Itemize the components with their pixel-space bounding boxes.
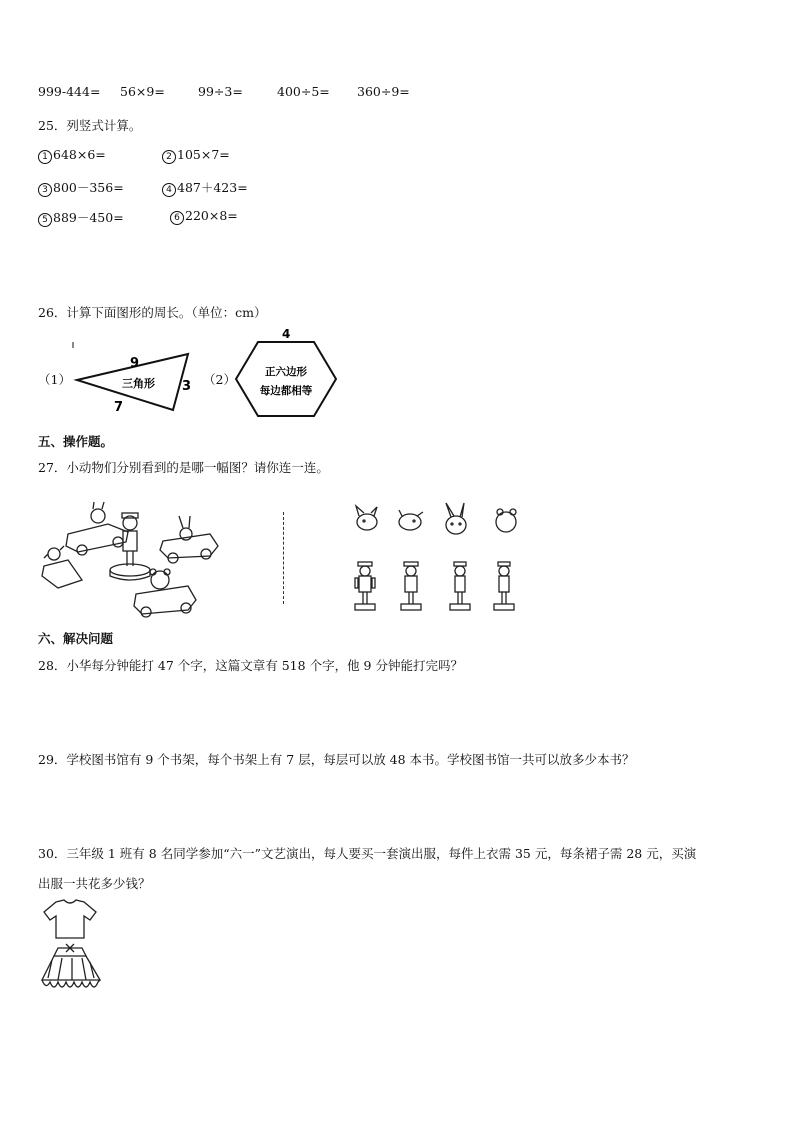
hexagon-figure bbox=[230, 326, 342, 418]
calc-item-1: 999-444= bbox=[38, 84, 101, 99]
triangle-side-9: 9 bbox=[130, 356, 140, 371]
circled-number: 1 bbox=[38, 150, 52, 164]
triangle-name: 三角形 bbox=[122, 377, 155, 390]
hexagon-line-1: 正六边形 bbox=[265, 366, 307, 378]
figure-front-view-icon bbox=[355, 562, 375, 610]
hexagon-top-label: 4 bbox=[282, 327, 291, 341]
question-30-line-2: 出服一共花多少钱？ bbox=[38, 876, 151, 891]
hexagon-line-2: 每边都相等 bbox=[259, 385, 313, 397]
circled-number: 2 bbox=[162, 150, 176, 164]
circled-number: 3 bbox=[38, 183, 52, 197]
q25-expression: 648×6= bbox=[53, 147, 106, 162]
q25-item-2 bbox=[162, 147, 230, 164]
calc-item-5: 360÷9= bbox=[357, 84, 410, 99]
q25-expression: 105×7= bbox=[177, 147, 230, 162]
q25-item-1 bbox=[38, 147, 106, 164]
question-26-title: 26．计算下面图形的周长。（单位：cm） bbox=[38, 305, 267, 320]
figure-back-view-icon bbox=[401, 562, 421, 610]
q25-expression: 889－450= bbox=[53, 210, 124, 225]
q25-expression: 800－356= bbox=[53, 180, 124, 195]
question-29: 29．学校图书馆有 9 个书架，每个书架上有 7 层，每层可以放 48 本书。学校图书馆一共可以放多少本书？ bbox=[38, 752, 635, 767]
calc-item-3: 99÷3= bbox=[198, 84, 243, 99]
figure-views-row bbox=[350, 560, 530, 616]
rabbit-head-icon bbox=[446, 503, 466, 534]
puppy-head-icon bbox=[399, 510, 423, 530]
section-5-heading: 五、操作题。 bbox=[38, 434, 114, 449]
shirt-icon bbox=[44, 900, 96, 938]
circled-number: 5 bbox=[38, 213, 52, 227]
question-28: 28．小华每分钟能打 47 个字，这篇文章有 518 个字，他 9 分钟能打完吗？ bbox=[38, 658, 463, 673]
q25-item-4 bbox=[162, 178, 248, 197]
calc-item-2: 56×9= bbox=[120, 84, 165, 99]
animals-around-figure-illustration bbox=[38, 496, 228, 618]
bear-head-icon bbox=[496, 509, 516, 532]
dog-head-icon bbox=[356, 506, 377, 530]
q25-item-6 bbox=[170, 208, 238, 225]
divider-dashed-line bbox=[283, 512, 284, 604]
triangle-side-3: 3 bbox=[182, 379, 192, 394]
question-30-line-1: 30．三年级 1 班有 8 名同学参加“六一”文艺演出，每人要买一套演出服，每件上衣需 35 元，每条裙子需 28 元，买演 bbox=[38, 846, 697, 861]
triangle-side-7: 7 bbox=[114, 400, 124, 415]
q25-item-3 bbox=[38, 178, 124, 197]
q25-expression: 220×8= bbox=[185, 208, 238, 223]
circled-number: 6 bbox=[170, 211, 184, 225]
triangle-figure bbox=[70, 338, 200, 418]
q25-item-5 bbox=[38, 208, 124, 227]
calc-item-4: 400÷5= bbox=[277, 84, 330, 99]
q25-expression: 487＋423= bbox=[177, 180, 248, 195]
figure-right-view-icon bbox=[494, 562, 514, 610]
skirt-icon bbox=[42, 944, 100, 987]
figure-left-view-icon bbox=[450, 562, 470, 610]
animal-heads-row bbox=[350, 500, 530, 540]
circled-number: 4 bbox=[162, 183, 176, 197]
figure-2-label: （2） bbox=[203, 372, 236, 387]
shirt-and-skirt-illustration bbox=[36, 898, 108, 1000]
question-27-title: 27．小动物们分别看到的是哪一幅图？请你连一连。 bbox=[38, 460, 329, 475]
question-25-title: 25．列竖式计算。 bbox=[38, 118, 142, 133]
section-6-heading: 六、解决问题 bbox=[38, 631, 114, 646]
figure-1-label: （1） bbox=[38, 372, 71, 387]
